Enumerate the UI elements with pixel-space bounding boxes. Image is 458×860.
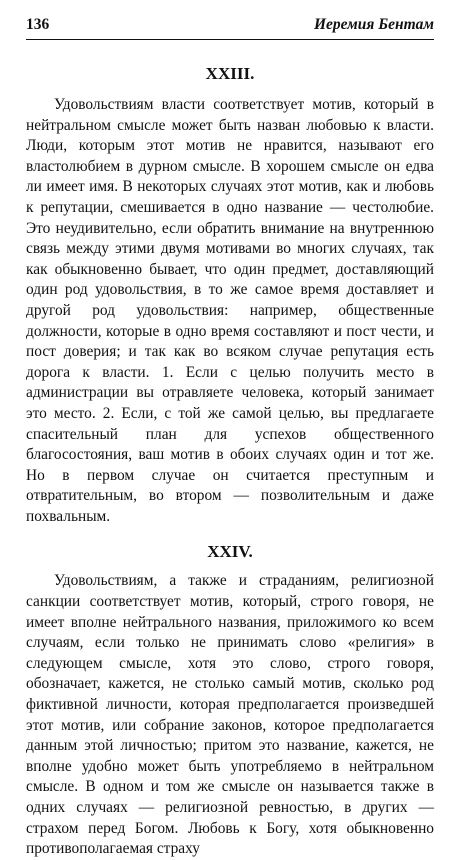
page-header bbox=[26, 14, 434, 40]
running-title: Иеремия Бентам bbox=[313, 16, 434, 33]
section-paragraph-xxiii: Удовольствиям власти соответствует мотив, который в нейтральном смысле может быть назван любовью к власти. Люди, которым этот мотив не нравится, называют его властолюбием в дурном смысле. В хорошем смысле он едва ли имеет имя. В некоторых случаях этот мотив, как и любовь к репутации, смешивается в одно название — честолюбие. Это неудивительно, если обратить внимание на внутреннюю связь между этими двумя мотивами во многих случаях, так как обыкновенно бывает, что один предмет, доставляющий один род удовольствия, в то же самое время доставляет и другой род удовольствия: например, общественные должности, которые в одно время составляют и пост чести, и пост доверия; и так как во всяком случае репутация есть дорога к власти. 1. Если с целью получить место в администрации вы отравляете человека, который занимает это место. 2. Если, с той же самой целью, вы предлагаете спасительный план для успехов общественного благосостояния, ваш мотив в обоих случаях один и тот же. Но в первом случае он считается преступным и отвратительным, во втором — позволительным и даже похвальным. bbox=[26, 96, 434, 525]
page-number: 136 bbox=[26, 16, 50, 33]
section-title-xxiv: XXIV. bbox=[207, 542, 253, 562]
section-title-xxiii: XXIII. bbox=[205, 64, 255, 83]
section-paragraph-xxiv: Удовольствиям, а также и страданиям, религиозной санкции соответствует мотив, который, строго говоря, не имеет вполне нейтрального названия, приложимого ко всем случаям, если только не принимать слово «религия» в следующем смысле, хотя это слово, строго говоря, обозначает, кажется, не столько самый мотив, сколько род фиктивной личности, которая предполагается произведшей этот мотив, или собрание законов, которое предполагается данным этой личностью; притом это название, кажется, не вполне удобно может быть употребляемо в нейтральном смысле. В одном и том же смысле он называется также в одних случаях — религиозной ревностью, в других — страхом перед Богом. Любовь к Богу, хотя обыкновенно противополагаемая страху bbox=[26, 572, 434, 858]
